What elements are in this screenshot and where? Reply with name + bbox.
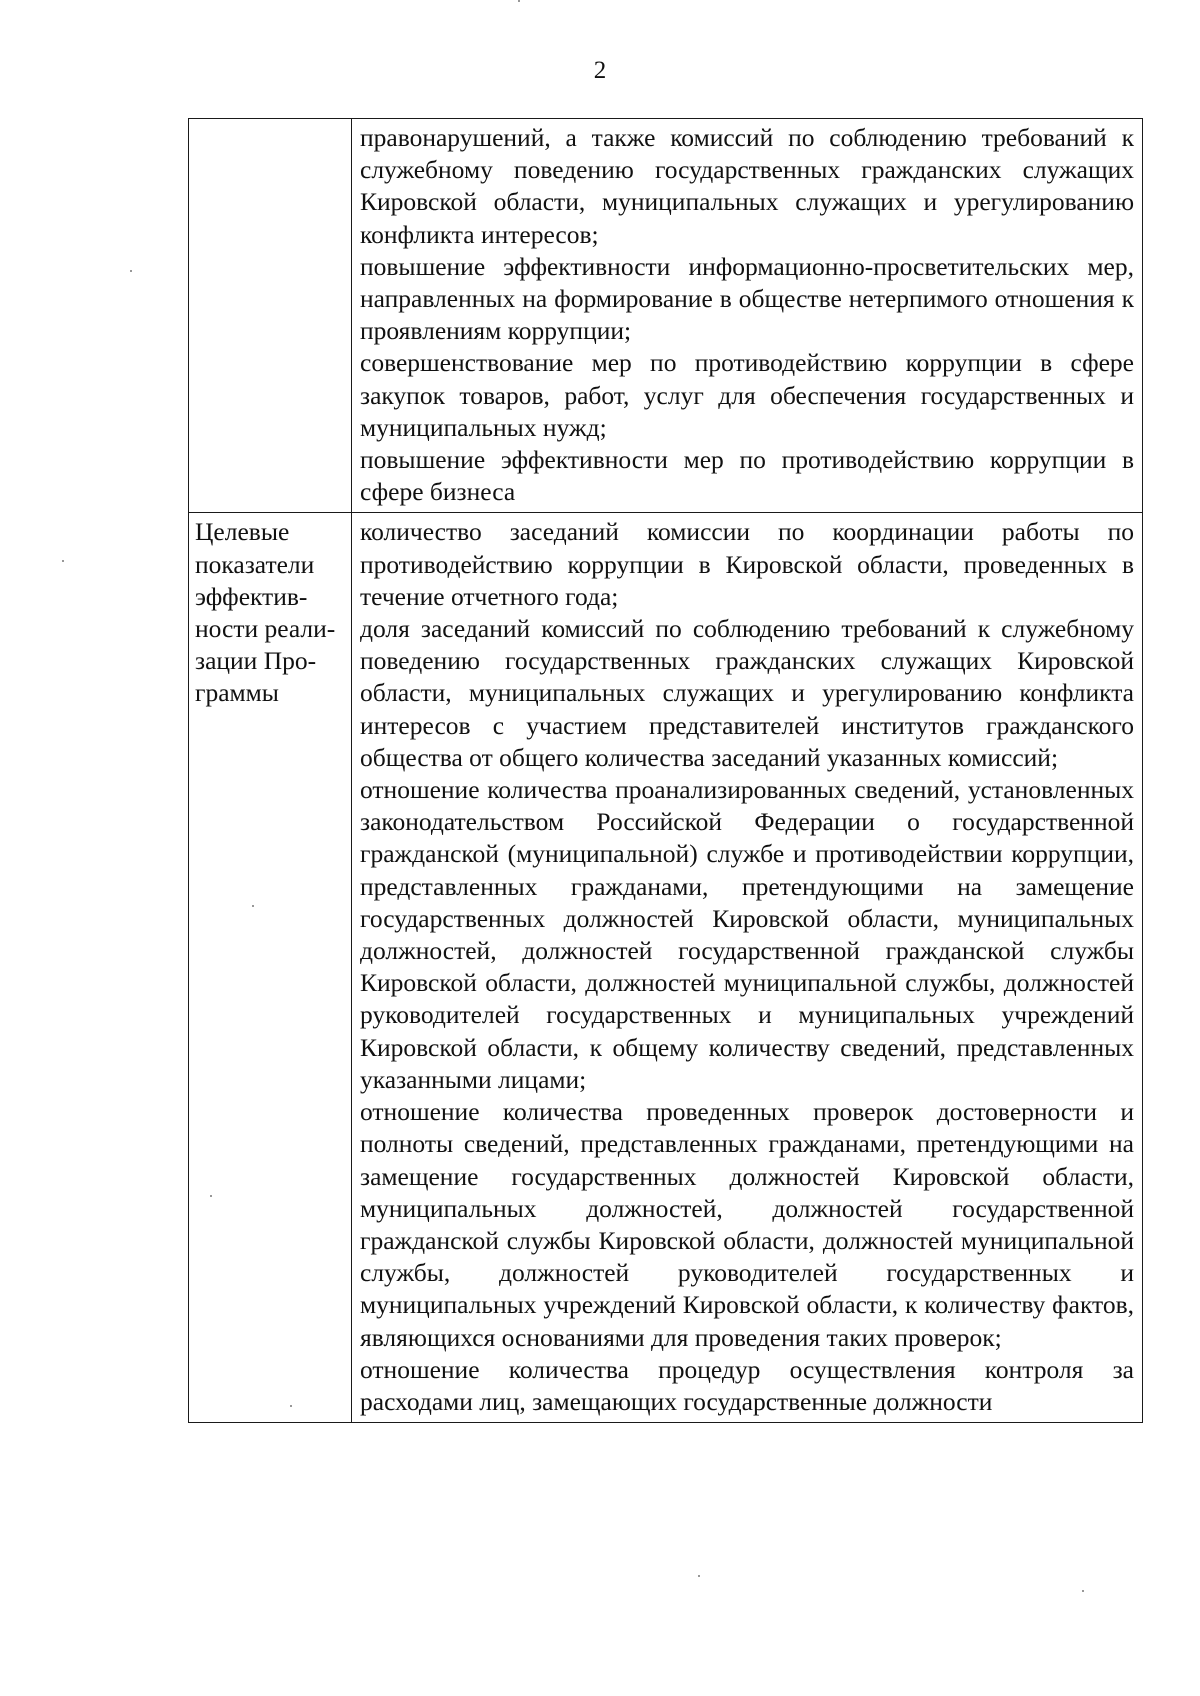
row-content-target-indicators xyxy=(352,513,1143,1423)
scan-speck xyxy=(518,0,520,2)
indicator-paragraph: отношение количества процедур осуществления контроля за расходами лиц, замещающих государственные должности xyxy=(360,1354,1134,1416)
scan-speck xyxy=(698,1575,700,1577)
indicator-paragraph: отношение количества проведенных проверок достоверности и полноты сведений, представленных гражданами, претендующими на замещение государственных должностей Кировской области, муниципальных должностей, должностей государственной гражданской службы Кировской области, должностей муниципальной службы, должностей руководителей государственных и муниципальных учреждений Кировской области, к количеству фактов, являющихся основаниями для проведения таких проверок; xyxy=(360,1097,1134,1352)
table-row-objectives-continued xyxy=(189,119,1143,513)
row-content-objectives xyxy=(352,119,1143,513)
scan-speck xyxy=(210,1195,212,1197)
scan-speck xyxy=(252,905,254,907)
objective-paragraph: повышение эффективности мер по противодействию коррупции в сфере бизнеса xyxy=(360,445,1134,507)
program-passport-table xyxy=(188,118,1143,1423)
row-label-target-indicators: Целевые показатели эффектив-ности реали-зации Про-граммы xyxy=(189,513,352,1423)
scan-speck xyxy=(130,270,132,272)
scan-speck xyxy=(1082,1590,1084,1592)
page-number: 2 xyxy=(593,57,607,84)
objective-paragraph: правонарушений, а также комиссий по соблюдению требований к служебному поведению государственных гражданских служащих Кировской области, муниципальных служащих и урегулированию конфликта интересов; xyxy=(360,123,1134,249)
indicator-paragraph: доля заседаний комиссий по соблюдению требований к служебному поведению государственных гражданских служащих Кировской области, муниципальных служащих и урегулированию конфликта интересов с участием представителей институтов гражданского общества от общего количества заседаний указанных комиссий; xyxy=(360,614,1134,772)
indicator-paragraph: количество заседаний комиссии по координации работы по противодействию коррупции в Кировской области, проведенных в течение отчетного года; xyxy=(360,517,1134,611)
indicator-paragraph: отношение количества проанализированных сведений, установленных законодательством Российской Федерации о государственной гражданской (муниципальной) службе и противодействии коррупции, представленных гражданами, претендующими на замещение государственных должностей Кировской области, муниципальных должностей, должностей государственной гражданской службы Кировской области, должностей муниципальной службы, должностей руководителей государственных и муниципальных учреждений Кировской области, к общему количеству сведений, представленных указанными лицами; xyxy=(360,775,1134,1094)
table-row-target-indicators xyxy=(189,513,1143,1423)
scan-speck xyxy=(290,1405,292,1407)
objective-paragraph: совершенствование мер по противодействию коррупции в сфере закупок товаров, работ, услуг для обеспечения государственных и муниципальных нужд; xyxy=(360,348,1134,442)
objective-paragraph: повышение эффективности информационно-просветительских мер, направленных на формирование в обществе нетерпимого отношения к проявлениям коррупции; xyxy=(360,251,1134,346)
scan-speck xyxy=(62,560,64,562)
row-label-empty xyxy=(189,119,352,513)
